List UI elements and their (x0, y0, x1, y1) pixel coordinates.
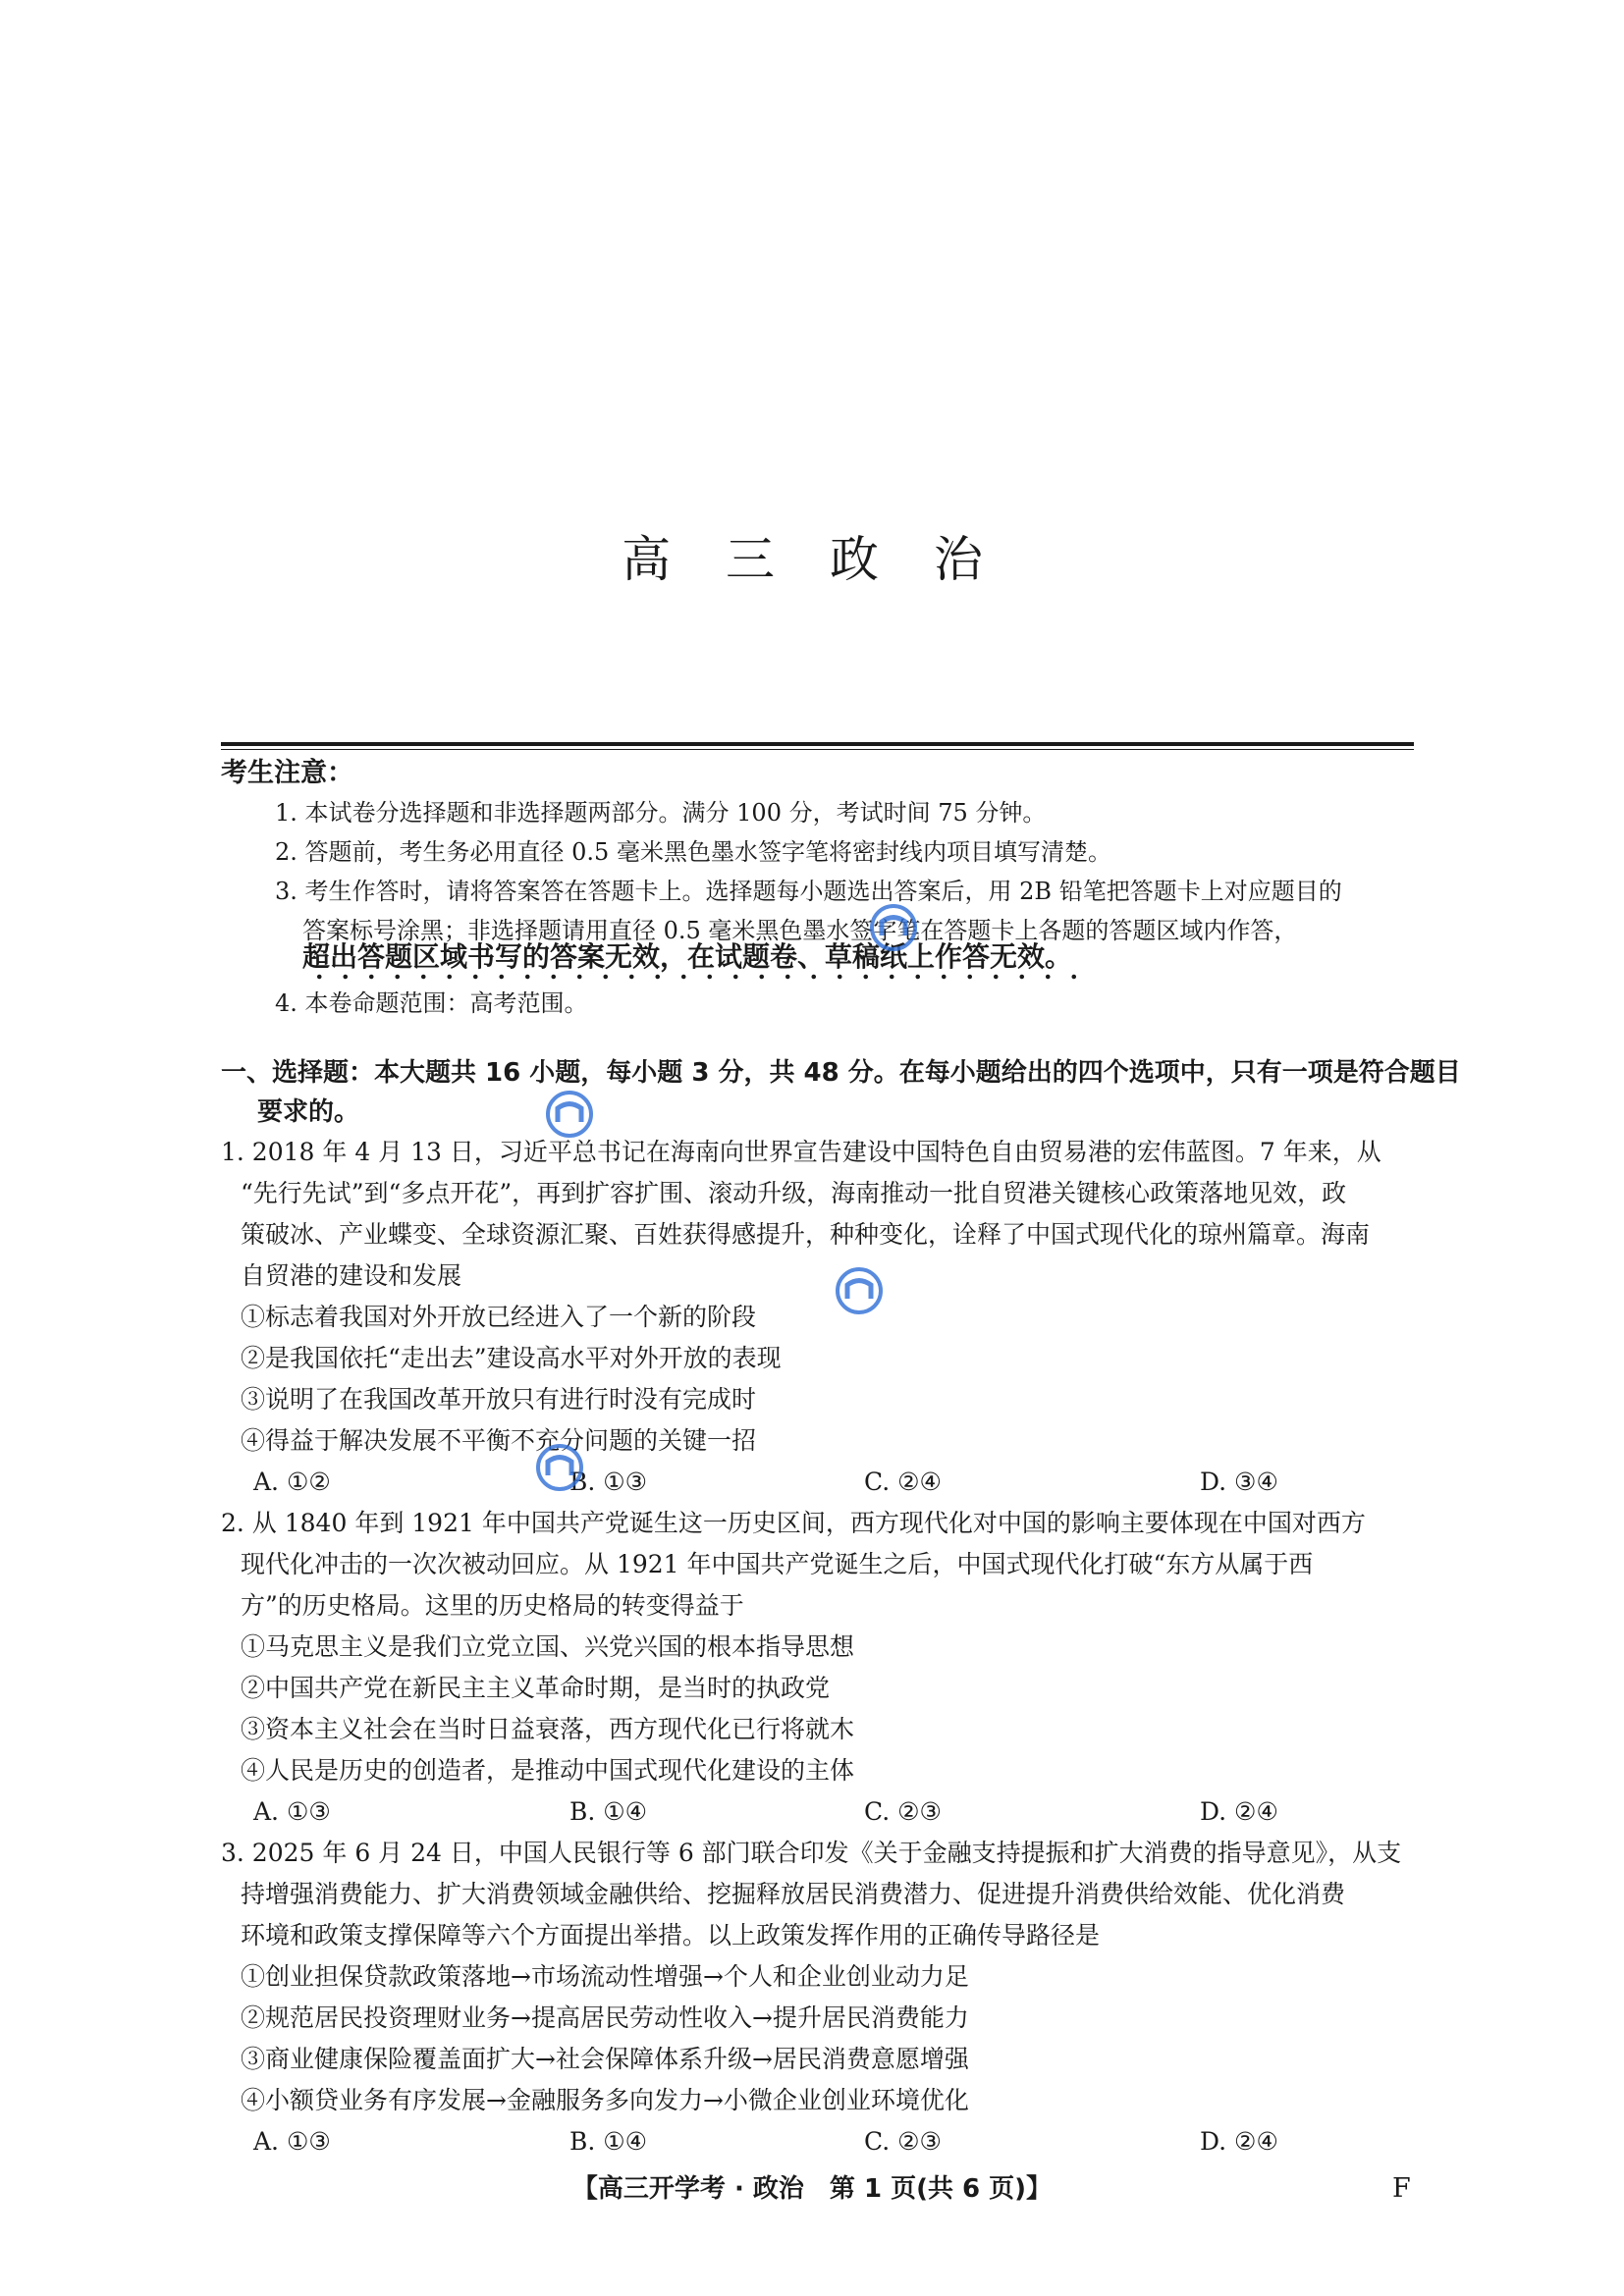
question-3-choice-c: C. ②③ (864, 2127, 942, 2156)
watermark-logo-icon (869, 903, 928, 952)
section-heading-cont: 要求的。 (257, 1097, 360, 1127)
page-footer: 【高三开学考 · 政治 第 1 页(共 6 页)】 (571, 2174, 1053, 2204)
question-3-stem-3: 环境和政策支撑保障等六个方面提出举措。以上政策发挥作用的正确传导路径是 (241, 1921, 1101, 1949)
section-heading: 一、选择题：本大题共 16 小题，每小题 3 分，共 48 分。在每小题给出的四个选项中，只有一项是符合题目 (221, 1058, 1461, 1088)
question-3-choice-b: B. ①④ (569, 2127, 648, 2156)
notice-item-3: 3. 考生作答时，请将答案答在答题卡上。选择题每小题选出答案后，用 2B 铅笔把答题卡上对应题目的 (275, 878, 1342, 905)
question-3-option-4: ④小额贷业务有序发展→金融服务多向发力→小微企业创业环境优化 (241, 2086, 969, 2114)
question-1-option-3: ③说明了在我国改革开放只有进行时没有完成时 (241, 1385, 757, 1414)
emphasis-dots (306, 974, 1082, 980)
question-2-choice-b: B. ①④ (569, 1797, 648, 1826)
watermark-logo-icon (545, 1090, 604, 1139)
notice-item-1: 1. 本试卷分选择题和非选择题两部分。满分 100 分，考试时间 75 分钟。 (275, 799, 1047, 827)
header-rule-thick (221, 742, 1414, 746)
question-1-choice-d: D. ③④ (1200, 1468, 1278, 1496)
question-1-stem-4: 自贸港的建设和发展 (241, 1261, 462, 1290)
question-1-stem-1: 1. 2018 年 4 月 13 日，习近平总书记在海南向世界宣告建设中国特色自由贸易港的宏伟蓝图。7 年来，从 (221, 1138, 1381, 1166)
question-1-option-2: ②是我国依托“走出去”建设高水平对外开放的表现 (241, 1344, 782, 1372)
notice-item-2: 2. 答题前，考生务必用直径 0.5 毫米黑色墨水签字笔将密封线内项目填写清楚。 (275, 838, 1111, 866)
notice-item-4: 4. 本卷命题范围：高考范围。 (275, 989, 588, 1017)
question-2-option-2: ②中国共产党在新民主主义革命时期，是当时的执政党 (241, 1674, 831, 1702)
question-1-choice-c: C. ②④ (864, 1468, 942, 1496)
question-3-option-3: ③商业健康保险覆盖面扩大→社会保障体系升级→居民消费意愿增强 (241, 2045, 969, 2073)
watermark-logo-icon (535, 1443, 594, 1492)
notice-item-3-cont: 答案标号涂黑；非选择题请用直径 0.5 毫米黑色墨水签字笔在答题卡上各题的答题区域内作答， (302, 917, 1298, 944)
question-2-stem-2: 现代化冲击的一次次被动回应。从 1921 年中国共产党诞生之后，中国式现代化打破“东方从属于西 (241, 1550, 1314, 1578)
question-2-choice-d: D. ②④ (1200, 1797, 1278, 1826)
header-rule-thin (221, 749, 1414, 750)
question-2-option-1: ①马克思主义是我们立党立国、兴党兴国的根本指导思想 (241, 1632, 855, 1661)
question-2-stem-3: 方”的历史格局。这里的历史格局的转变得益于 (241, 1591, 744, 1620)
question-2-stem-1: 2. 从 1840 年到 1921 年中国共产党诞生这一历史区间，西方现代化对中国的影响主要体现在中国对西方 (221, 1509, 1366, 1537)
question-3-option-1: ①创业担保贷款政策落地→市场流动性增强→个人和企业创业动力足 (241, 1962, 969, 1991)
question-3-choice-d: D. ②④ (1200, 2127, 1278, 2156)
notice-item-3-emphasis: 超出答题区域书写的答案无效，在试题卷、草稿纸上作答无效。 (302, 940, 1073, 973)
page-title: 高 三 政 治 (622, 531, 1002, 588)
question-1-choice-a: A. ①② (253, 1468, 331, 1496)
question-3-option-2: ②规范居民投资理财业务→提高居民劳动性收入→提升居民消费能力 (241, 2003, 969, 2032)
question-1-option-1: ①标志着我国对外开放已经进入了一个新的阶段 (241, 1303, 757, 1331)
question-1-choice-b: B. ①③ (569, 1468, 648, 1496)
question-2-choice-a: A. ①③ (253, 1797, 331, 1826)
question-3-choice-a: A. ①③ (253, 2127, 331, 2156)
question-2-option-4: ④人民是历史的创造者，是推动中国式现代化建设的主体 (241, 1756, 855, 1785)
question-1-stem-2: “先行先试”到“多点开花”，再到扩容扩围、滚动升级，海南推动一批自贸港关键核心政策落地见效，政 (241, 1179, 1347, 1207)
question-3-stem-2: 持增强消费能力、扩大消费领域金融供给、挖掘释放居民消费潜力、促进提升消费供给效能、优化消费 (241, 1880, 1346, 1908)
question-1-stem-3: 策破冰、产业蝶变、全球资源汇聚、百姓获得感提升，种种变化，诠释了中国式现代化的琼州篇章。海南 (241, 1220, 1371, 1249)
question-3-stem-1: 3. 2025 年 6 月 24 日，中国人民银行等 6 部门联合印发《关于金融支持提振和扩大消费的指导意见》，从支 (221, 1839, 1402, 1867)
question-1-option-4: ④得益于解决发展不平衡不充分问题的关键一招 (241, 1426, 757, 1455)
question-2-choice-c: C. ②③ (864, 1797, 942, 1826)
watermark-logo-icon (835, 1266, 893, 1315)
paper-version-mark: F (1392, 2173, 1411, 2204)
question-2-option-3: ③资本主义社会在当时日益衰落，西方现代化已行将就木 (241, 1715, 855, 1743)
notice-heading: 考生注意： (221, 758, 353, 788)
